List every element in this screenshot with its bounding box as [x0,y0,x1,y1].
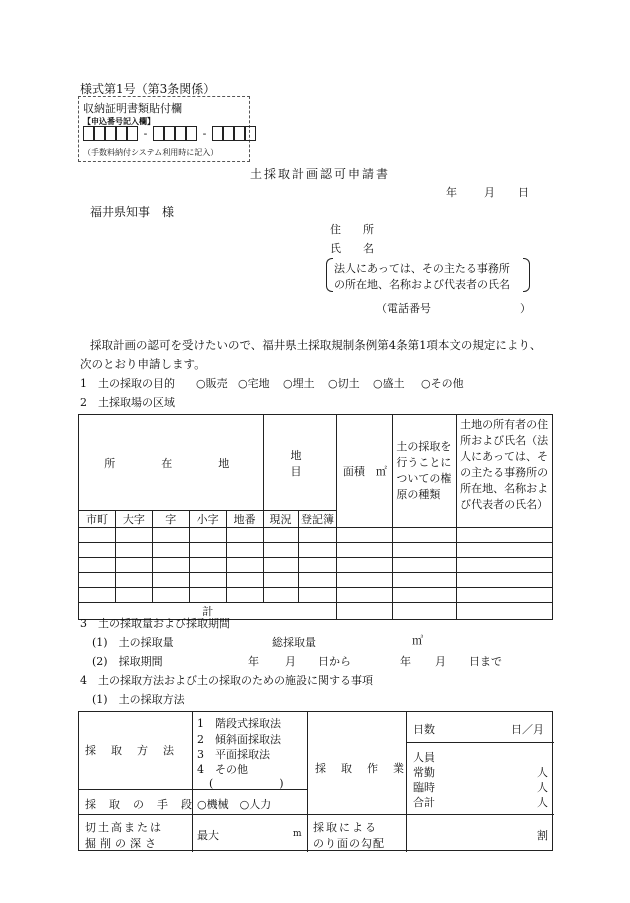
item1-option-embankment[interactable]: ○盛土 [373,377,405,390]
staff-fulltime: 常勤 [413,766,435,779]
body-text-line2: 次のとおり申請します。 [80,357,206,371]
method-other-paren[interactable]: ( ) [209,777,284,790]
phone-close: ） [520,302,531,315]
period-to-day: 日まで [469,655,502,668]
staff-unit-total: 人 [537,796,548,809]
item4-sub1-label: (1) 土の採取方法 [92,693,185,706]
corp-note-line1: 法人にあっては、その主たる事務所 [334,262,510,275]
period-to-year: 年 [400,655,411,668]
staff-temporary: 臨時 [413,781,435,794]
depth-label-1: 切土高または [85,821,163,834]
method-other[interactable]: 4 その他 [197,763,248,776]
item4-label: 4 土の採取方法および土の採取のための施設に関する事項 [80,674,373,687]
stamp-box [78,96,250,162]
subheader-koaza: 小字 [189,511,226,528]
item3-label: 3 土の採取量および採取期間 [80,617,230,630]
subheader-aza: 字 [152,511,189,528]
header-location: 所 在 地 [79,415,264,511]
subheader-oaza: 大字 [115,511,152,528]
header-chimoku: 地 目 [263,415,337,511]
table-row[interactable] [79,573,553,588]
item1-option-sale[interactable]: ○販売 [196,377,228,390]
period-to-month: 月 [435,655,446,668]
item3-total-label: 総採取量 [272,636,316,649]
item1-option-other[interactable]: ○その他 [421,377,464,390]
period-from-year: 年 [248,655,259,668]
corp-note-line2: の所在地、名称および代表者の氏名 [334,278,510,291]
address-label: 住 所 [330,223,374,236]
application-number-boxes[interactable]: - - [83,126,256,141]
date-month: 月 [484,186,495,199]
form-number: 様式第1号（第3条関係） [80,82,216,96]
table-row[interactable] [79,543,553,558]
work-label: 採 取 作 業 [315,762,406,775]
subheader-registry: 登記簿 [298,511,337,528]
date-day: 日 [518,186,529,199]
stamp-box-note: （手数料納付システム利用時に記入） [83,148,219,157]
item2-label: 2 土採取場の区域 [80,396,175,409]
name-label: 氏 名 [330,242,374,255]
subheader-current: 現況 [263,511,298,528]
area-table [78,414,553,620]
header-right: 土の採取を行うことについての権原の種類 [393,415,457,528]
subheader-lot: 地番 [226,511,263,528]
item1-option-cut[interactable]: ○切土 [328,377,360,390]
corp-note [326,258,530,294]
total-label: 計 [79,603,337,620]
method-table [78,711,553,851]
period-from-month: 月 [285,655,296,668]
slope-label-2: のり面の勾配 [313,837,385,850]
header-area: 面積 ㎡ [337,415,393,528]
document-title: 土採取計画認可申請書 [250,167,391,181]
phone-label: （電話番号 [376,302,431,315]
means-options[interactable]: ○機械 ○人力 [197,798,272,811]
slope-label-1: 採取による [313,821,378,834]
subheader-city: 市町 [79,511,116,528]
table-row[interactable] [79,558,553,573]
stamp-box-number-label: 【申込番号記入欄】 [83,116,155,126]
table-row[interactable] [79,528,553,543]
item3-sub1-label: (1) 土の採取量 [92,636,174,649]
date-year: 年 [446,186,457,199]
item3-unit: ㎥ [412,634,423,647]
table-row[interactable] [79,588,553,603]
stamp-box-title: 収納証明書類貼付欄 [83,102,182,115]
staff-total: 合計 [413,796,435,809]
item3-sub2-label: (2) 採取期間 [92,655,163,668]
staff-label: 人員 [413,751,435,764]
method-label: 採 取 方 法 [85,744,176,757]
days-label: 日数 [413,723,435,736]
method-flat[interactable]: 3 平面採取法 [197,748,270,761]
depth-value-label: 最大 [197,829,219,842]
depth-label-2: 掘削の深さ [85,837,160,850]
days-unit: 日／月 [511,723,544,736]
staff-unit-temporary: 人 [537,781,548,794]
period-from-day: 日から [318,655,351,668]
means-label: 採 取 の 手 段 [85,798,193,811]
method-slope[interactable]: 2 傾斜面採取法 [197,733,281,746]
slope-unit: 割 [537,829,548,842]
staff-unit-fulltime: 人 [537,766,548,779]
addressee: 福井県知事 様 [90,205,175,219]
header-owner: 土地の所有者の住所および氏名（法人にあっては、その主たる事務所の所在地、名称および代表者の氏名） [457,415,553,528]
item1-option-fill[interactable]: ○埋土 [283,377,315,390]
item1-label: 1 土の採取の目的 [80,377,175,390]
method-stairs[interactable]: 1 階段式採取法 [197,717,281,730]
item1-option-residential[interactable]: ○宅地 [238,377,270,390]
body-text-line1: 採取計画の認可を受けたいので、福井県土採取規制条例第4条第1項本文の規定により、 [90,338,542,352]
depth-unit: m [293,829,302,839]
